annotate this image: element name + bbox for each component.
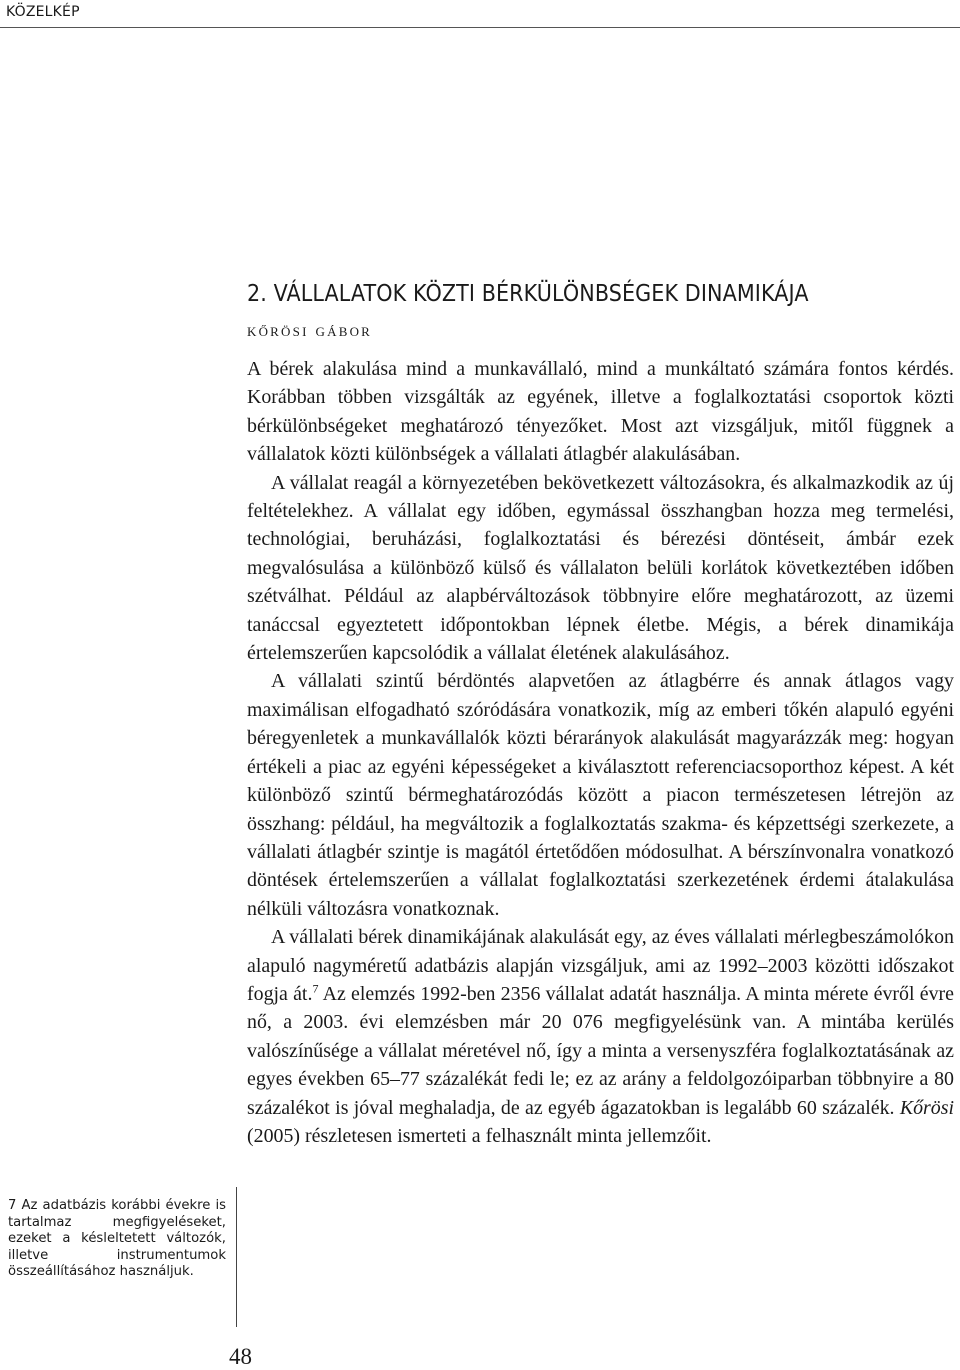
paragraph-3: A vállalati szintű bérdöntés alapvetően az átlagbérre és annak átlagos vagy maximálisan elfogadható szóródására vonatkozik, míg az emberi tőkén alapuló egyéni béregyenletek a munkavállalók közti bérarányok alakulását magyarázzák meg: hogyan értékeli a piac az egyéni képességeket a kiválasztott referenciacsoporthoz képest. A két különböző szintű bérmeghatározódás között a piacon természetesen létrejön az összhang: például, ha megváltozik a foglalkoztatás szakma- és képzettségi szerkezete, a vállalati átlagbér szintje is magától értetődően módosulhat. A bérszínvonalra vonatkozó döntések értelemszerűen a vállalat foglalkoztatási szerkezetének érdemi átalakulása nélküli változásra vonatkoznak. bbox=[247, 670, 954, 920]
paragraph-2: A vállalat reagál a környezetében bekövetkezett változásokra, és alkalmazkodik az új feltételekhez. A vállalat egy időben, egymással összhangban hozza meg termelési, technológiai, beruházási, foglalkoztatási és bérezési döntéseit, ámbár ezek megvalósulása a különböző külső és vállalaton belüli korlátok következtében időben szétválhat. Például az alapbérváltozások többnyire előre meghatározott, az üzemi tanáccsal egyeztetett időpontokban lépnek életbe. Mégis, a bérek dinamikája értelemszerűen kapcsolódik a vállalat életének alakulásához. bbox=[247, 471, 954, 665]
citation-author: Kőrösi bbox=[899, 1096, 954, 1119]
margin-divider bbox=[236, 1187, 237, 1327]
footnote: 7 Az adatbázis korábbi évekre is tartalmaz megfigyeléseket, ezeket a késleltetett változók, illetve instrumentumok összeállításához használjuk. bbox=[8, 1198, 226, 1280]
author-name: kőrösi gábor bbox=[247, 320, 373, 341]
chapter-heading: 2. VÁLLALATOK KÖZTI BÉRKÜLÖNBSÉGEK DINAMIKÁJA bbox=[247, 281, 809, 307]
paragraph-4 bbox=[247, 923, 954, 1150]
footnote-reference[interactable]: 7 bbox=[312, 981, 319, 996]
page-number: 48 bbox=[229, 1344, 252, 1369]
header-divider bbox=[0, 27, 960, 28]
paragraph-1: A bérek alakulása mind a munkavállaló, mind a munkáltató számára fontos kérdés. Korábban többen vizsgálták az egyének, illetve a foglalkoztatási csoportok közti bérkülönbségeket meghatározó tényezőket. Most azt vizsgáljuk, mitől függnek a vállalatok közti különbségek a vállalati átlagbér alakulásában. bbox=[247, 358, 954, 466]
article-body bbox=[247, 355, 954, 1150]
paragraph-4-part-1: A vállalati bérek dinamikájának alakulását egy, az éves vállalati mérlegbeszámolókon alapuló nagyméretű adatbázis alapján vizsgáljuk, ami az 1992–2003 közötti időszakot fogja át. bbox=[247, 926, 954, 1005]
running-header: KÖZELKÉP bbox=[6, 4, 80, 20]
paragraph-4-part-2: Az elemzés 1992-ben 2356 vállalat adatát használja. A minta mérete évről évre nő, a 2003. évi elemzésben már 20 076 megfigyelésünk van. A mintába kerülés valószínűsége a vállalat méretével nő, így a minta a versenyszféra foglalkoztatásának az egyes években 65–77 százalékát fedi le; ez az arány a feldolgozóiparban többnyire a 80 százalékot is jóval meghaladja, de az egyéb ágazatokban is legalább 60 százalék. bbox=[247, 982, 954, 1119]
paragraph-4-part-3: (2005) részletesen ismerteti a felhasznált minta jellemzőit. bbox=[247, 1124, 712, 1147]
